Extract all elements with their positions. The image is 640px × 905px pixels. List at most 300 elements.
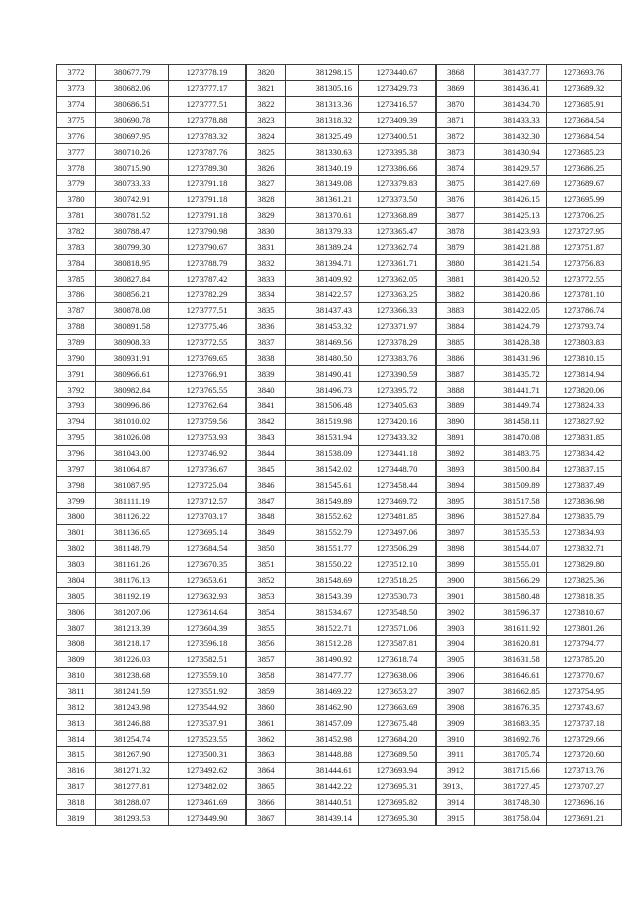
x-coordinate-cell: 380697.95 <box>96 128 169 144</box>
y-coordinate-cell: 1273834.42 <box>546 445 621 461</box>
y-coordinate-cell: 1273766.91 <box>169 366 246 382</box>
table-row <box>247 318 436 334</box>
y-coordinate-cell: 1273440.67 <box>359 65 436 81</box>
table-row <box>247 271 436 287</box>
x-coordinate-cell: 381421.88 <box>475 239 546 255</box>
point-number-cell: 3908 <box>437 699 475 715</box>
y-coordinate-cell: 1273551.92 <box>169 683 246 699</box>
table-row <box>247 493 436 509</box>
table-row <box>437 302 622 318</box>
point-number-cell: 3798 <box>57 477 96 493</box>
x-coordinate-cell: 380682.06 <box>96 80 169 96</box>
table-row <box>437 794 622 810</box>
y-coordinate-cell: 1273720.60 <box>546 746 621 762</box>
y-coordinate-cell: 1273834.93 <box>546 524 621 540</box>
table-row <box>247 715 436 731</box>
table-row <box>57 318 246 334</box>
x-coordinate-cell: 380908.33 <box>96 334 169 350</box>
y-coordinate-cell: 1273835.79 <box>546 509 621 525</box>
point-number-cell: 3905 <box>437 651 475 667</box>
y-coordinate-cell: 1273378.29 <box>359 334 436 350</box>
x-coordinate-cell: 381422.57 <box>286 287 359 303</box>
y-coordinate-cell: 1273689.32 <box>546 80 621 96</box>
table-row <box>247 683 436 699</box>
x-coordinate-cell: 381480.50 <box>286 350 359 366</box>
x-coordinate-cell: 381441.71 <box>475 382 546 398</box>
x-coordinate-cell: 381064.87 <box>96 461 169 477</box>
x-coordinate-cell: 381527.84 <box>475 509 546 525</box>
point-number-cell: 3878 <box>437 223 475 239</box>
point-number-cell: 3901 <box>437 588 475 604</box>
table-row <box>57 699 246 715</box>
point-number-cell: 3867 <box>247 810 286 826</box>
x-coordinate-cell: 381161.26 <box>96 556 169 572</box>
table-row <box>57 366 246 382</box>
point-number-cell: 3804 <box>57 572 96 588</box>
table-row <box>437 524 622 540</box>
point-number-cell: 3777 <box>57 144 96 160</box>
table-row <box>57 493 246 509</box>
x-coordinate-cell: 381490.41 <box>286 366 359 382</box>
table-row <box>57 429 246 445</box>
table-row <box>247 445 436 461</box>
point-number-cell: 3835 <box>247 302 286 318</box>
x-coordinate-cell: 381428.38 <box>475 334 546 350</box>
x-coordinate-cell: 381662.85 <box>475 683 546 699</box>
point-number-cell: 3893 <box>437 461 475 477</box>
y-coordinate-cell: 1273695.82 <box>359 794 436 810</box>
x-coordinate-cell: 381457.09 <box>286 715 359 731</box>
table-row <box>57 810 246 826</box>
table-row <box>437 477 622 493</box>
y-coordinate-cell: 1273785.20 <box>546 651 621 667</box>
y-coordinate-cell: 1273559.10 <box>169 667 246 683</box>
table-row <box>437 461 622 477</box>
table-row <box>247 794 436 810</box>
point-number-cell: 3864 <box>247 762 286 778</box>
y-coordinate-cell: 1273832.71 <box>546 540 621 556</box>
table-row <box>247 160 436 176</box>
point-number-cell: 3782 <box>57 223 96 239</box>
point-number-cell: 3902 <box>437 604 475 620</box>
table-row <box>437 493 622 509</box>
y-coordinate-cell: 1273696.16 <box>546 794 621 810</box>
table-row <box>437 731 622 747</box>
point-number-cell: 3817 <box>57 778 96 794</box>
x-coordinate-cell: 381330.63 <box>286 144 359 160</box>
y-coordinate-cell: 1273363.25 <box>359 287 436 303</box>
table-row <box>437 318 622 334</box>
y-coordinate-cell: 1273693.94 <box>359 762 436 778</box>
x-coordinate-cell: 380891.58 <box>96 318 169 334</box>
table-row <box>57 65 246 81</box>
table-row <box>247 635 436 651</box>
point-number-cell: 3812 <box>57 699 96 715</box>
point-number-cell: 3836 <box>247 318 286 334</box>
y-coordinate-cell: 1273653.61 <box>169 572 246 588</box>
x-coordinate-cell: 381646.61 <box>475 667 546 683</box>
point-number-cell: 3869 <box>437 80 475 96</box>
point-number-cell: 3819 <box>57 810 96 826</box>
point-number-cell: 3846 <box>247 477 286 493</box>
point-number-cell: 3837 <box>247 334 286 350</box>
table-row <box>57 651 246 667</box>
table-row <box>57 683 246 699</box>
y-coordinate-cell: 1273366.33 <box>359 302 436 318</box>
point-number-cell: 3833 <box>247 271 286 287</box>
x-coordinate-cell: 381436.41 <box>475 80 546 96</box>
point-number-cell: 3910 <box>437 731 475 747</box>
x-coordinate-cell: 381544.07 <box>475 540 546 556</box>
y-coordinate-cell: 1273820.06 <box>546 382 621 398</box>
table-row <box>437 445 622 461</box>
table-row <box>437 96 622 112</box>
x-coordinate-cell: 381379.33 <box>286 223 359 239</box>
point-number-cell: 3776 <box>57 128 96 144</box>
table-row <box>437 160 622 176</box>
point-number-cell: 3818 <box>57 794 96 810</box>
y-coordinate-cell: 1273506.29 <box>359 540 436 556</box>
x-coordinate-cell: 381552.62 <box>286 509 359 525</box>
point-number-cell: 3839 <box>247 366 286 382</box>
point-number-cell: 3915 <box>437 810 475 826</box>
point-number-cell: 3802 <box>57 540 96 556</box>
point-number-cell: 3784 <box>57 255 96 271</box>
y-coordinate-cell: 1273810.15 <box>546 350 621 366</box>
y-coordinate-cell: 1273772.55 <box>169 334 246 350</box>
x-coordinate-cell: 381026.08 <box>96 429 169 445</box>
point-number-cell: 3866 <box>247 794 286 810</box>
table-row <box>247 350 436 366</box>
table-row <box>437 80 622 96</box>
table-row <box>437 239 622 255</box>
point-number-cell: 3898 <box>437 540 475 556</box>
table-row <box>247 96 436 112</box>
table-row <box>247 461 436 477</box>
coordinate-block-1 <box>56 64 246 826</box>
table-row <box>247 540 436 556</box>
y-coordinate-cell: 1273725.04 <box>169 477 246 493</box>
y-coordinate-cell: 1273416.57 <box>359 96 436 112</box>
point-number-cell: 3797 <box>57 461 96 477</box>
point-number-cell: 3909 <box>437 715 475 731</box>
x-coordinate-cell: 381277.81 <box>96 778 169 794</box>
y-coordinate-cell: 1273368.89 <box>359 207 436 223</box>
x-coordinate-cell: 381552.79 <box>286 524 359 540</box>
table-row <box>437 366 622 382</box>
x-coordinate-cell: 381543.39 <box>286 588 359 604</box>
table-row <box>247 366 436 382</box>
x-coordinate-cell: 381238.68 <box>96 667 169 683</box>
point-number-cell: 3810 <box>57 667 96 683</box>
table-row <box>57 239 246 255</box>
x-coordinate-cell: 381433.33 <box>475 112 546 128</box>
table-row <box>437 762 622 778</box>
y-coordinate-cell: 1273786.74 <box>546 302 621 318</box>
table-row <box>247 778 436 794</box>
point-number-cell: 3877 <box>437 207 475 223</box>
point-number-cell: 3884 <box>437 318 475 334</box>
x-coordinate-cell: 381469.56 <box>286 334 359 350</box>
table-row <box>437 350 622 366</box>
y-coordinate-cell: 1273614.64 <box>169 604 246 620</box>
table-row <box>437 651 622 667</box>
x-coordinate-cell: 381580.48 <box>475 588 546 604</box>
y-coordinate-cell: 1273362.74 <box>359 239 436 255</box>
table-row <box>437 287 622 303</box>
x-coordinate-cell: 381389.24 <box>286 239 359 255</box>
y-coordinate-cell: 1273791.18 <box>169 191 246 207</box>
x-coordinate-cell: 381213.39 <box>96 620 169 636</box>
point-number-cell: 3822 <box>247 96 286 112</box>
x-coordinate-cell: 381535.53 <box>475 524 546 540</box>
table-row <box>57 80 246 96</box>
table-row <box>437 778 622 794</box>
table-row <box>247 302 436 318</box>
point-number-cell: 3795 <box>57 429 96 445</box>
table-row <box>247 255 436 271</box>
x-coordinate-cell: 381620.81 <box>475 635 546 651</box>
point-number-cell: 3885 <box>437 334 475 350</box>
coordinate-table-page <box>56 64 622 840</box>
y-coordinate-cell: 1273482.02 <box>169 778 246 794</box>
x-coordinate-cell: 381246.88 <box>96 715 169 731</box>
x-coordinate-cell: 381271.32 <box>96 762 169 778</box>
y-coordinate-cell: 1273790.67 <box>169 239 246 255</box>
x-coordinate-cell: 381435.72 <box>475 366 546 382</box>
table-row <box>247 477 436 493</box>
point-number-cell: 3816 <box>57 762 96 778</box>
y-coordinate-cell: 1273783.32 <box>169 128 246 144</box>
table-row <box>437 128 622 144</box>
y-coordinate-cell: 1273469.72 <box>359 493 436 509</box>
table-row <box>247 762 436 778</box>
x-coordinate-cell: 381192.19 <box>96 588 169 604</box>
x-coordinate-cell: 381243.98 <box>96 699 169 715</box>
x-coordinate-cell: 381469.22 <box>286 683 359 699</box>
y-coordinate-cell: 1273689.67 <box>546 176 621 192</box>
point-number-cell: 3862 <box>247 731 286 747</box>
y-coordinate-cell: 1273781.10 <box>546 287 621 303</box>
x-coordinate-cell: 381288.07 <box>96 794 169 810</box>
table-row <box>437 715 622 731</box>
table-row <box>57 715 246 731</box>
point-number-cell: 3882 <box>437 287 475 303</box>
y-coordinate-cell: 1273789.30 <box>169 160 246 176</box>
point-number-cell: 3851 <box>247 556 286 572</box>
x-coordinate-cell: 381361.21 <box>286 191 359 207</box>
table-row <box>57 128 246 144</box>
x-coordinate-cell: 381550.22 <box>286 556 359 572</box>
y-coordinate-cell: 1273777.51 <box>169 302 246 318</box>
point-number-cell: 3838 <box>247 350 286 366</box>
point-number-cell: 3775 <box>57 112 96 128</box>
y-coordinate-cell: 1273684.54 <box>169 540 246 556</box>
table-row <box>437 509 622 525</box>
y-coordinate-cell: 1273571.06 <box>359 620 436 636</box>
table-row <box>247 80 436 96</box>
point-number-cell: 3903 <box>437 620 475 636</box>
point-number-cell: 3886 <box>437 350 475 366</box>
x-coordinate-cell: 381452.98 <box>286 731 359 747</box>
point-number-cell: 3845 <box>247 461 286 477</box>
y-coordinate-cell: 1273497.06 <box>359 524 436 540</box>
x-coordinate-cell: 381440.51 <box>286 794 359 810</box>
point-number-cell: 3811 <box>57 683 96 699</box>
x-coordinate-cell: 381458.11 <box>475 413 546 429</box>
x-coordinate-cell: 380878.08 <box>96 302 169 318</box>
table-row <box>57 191 246 207</box>
x-coordinate-cell: 381325.49 <box>286 128 359 144</box>
point-number-cell: 3781 <box>57 207 96 223</box>
x-coordinate-cell: 381430.94 <box>475 144 546 160</box>
point-number-cell: 3779 <box>57 176 96 192</box>
y-coordinate-cell: 1273685.91 <box>546 96 621 112</box>
x-coordinate-cell: 381549.89 <box>286 493 359 509</box>
table-row <box>437 207 622 223</box>
y-coordinate-cell: 1273582.51 <box>169 651 246 667</box>
point-number-cell: 3871 <box>437 112 475 128</box>
y-coordinate-cell: 1273746.92 <box>169 445 246 461</box>
table-row <box>437 620 622 636</box>
point-number-cell: 3829 <box>247 207 286 223</box>
point-number-cell: 3896 <box>437 509 475 525</box>
point-number-cell: 3847 <box>247 493 286 509</box>
table-row <box>57 287 246 303</box>
table-row <box>57 223 246 239</box>
x-coordinate-cell: 380677.79 <box>96 65 169 81</box>
y-coordinate-cell: 1273793.74 <box>546 318 621 334</box>
y-coordinate-cell: 1273604.39 <box>169 620 246 636</box>
y-coordinate-cell: 1273693.76 <box>546 65 621 81</box>
table-row <box>247 112 436 128</box>
x-coordinate-cell: 381226.03 <box>96 651 169 667</box>
x-coordinate-cell: 380799.30 <box>96 239 169 255</box>
x-coordinate-cell: 381437.77 <box>475 65 546 81</box>
y-coordinate-cell: 1273441.18 <box>359 445 436 461</box>
point-number-cell: 3828 <box>247 191 286 207</box>
table-row <box>57 635 246 651</box>
y-coordinate-cell: 1273663.69 <box>359 699 436 715</box>
table-row <box>247 509 436 525</box>
y-coordinate-cell: 1273777.17 <box>169 80 246 96</box>
y-coordinate-cell: 1273753.93 <box>169 429 246 445</box>
point-number-cell: 3832 <box>247 255 286 271</box>
point-number-cell: 3827 <box>247 176 286 192</box>
table-row <box>437 65 622 81</box>
point-number-cell: 3874 <box>437 160 475 176</box>
table-row <box>57 588 246 604</box>
table-row <box>437 540 622 556</box>
y-coordinate-cell: 1273836.98 <box>546 493 621 509</box>
y-coordinate-cell: 1273787.76 <box>169 144 246 160</box>
y-coordinate-cell: 1273777.51 <box>169 96 246 112</box>
x-coordinate-cell: 381509.89 <box>475 477 546 493</box>
table-row <box>57 144 246 160</box>
x-coordinate-cell: 381566.29 <box>475 572 546 588</box>
x-coordinate-cell: 381496.73 <box>286 382 359 398</box>
point-number-cell: 3842 <box>247 413 286 429</box>
point-number-cell: 3913、 <box>437 778 475 794</box>
table-row <box>247 620 436 636</box>
point-number-cell: 3799 <box>57 493 96 509</box>
y-coordinate-cell: 1273706.25 <box>546 207 621 223</box>
table-row <box>247 746 436 762</box>
y-coordinate-cell: 1273449.90 <box>169 810 246 826</box>
y-coordinate-cell: 1273433.32 <box>359 429 436 445</box>
point-number-cell: 3911 <box>437 746 475 762</box>
table-row <box>57 572 246 588</box>
y-coordinate-cell: 1273684.54 <box>546 128 621 144</box>
point-number-cell: 3849 <box>247 524 286 540</box>
point-number-cell: 3793 <box>57 398 96 414</box>
point-number-cell: 3791 <box>57 366 96 382</box>
point-number-cell: 3907 <box>437 683 475 699</box>
x-coordinate-cell: 381313.36 <box>286 96 359 112</box>
point-number-cell: 3892 <box>437 445 475 461</box>
table-row <box>57 731 246 747</box>
table-row <box>57 350 246 366</box>
y-coordinate-cell: 1273736.67 <box>169 461 246 477</box>
x-coordinate-cell: 381705.74 <box>475 746 546 762</box>
x-coordinate-cell: 381425.13 <box>475 207 546 223</box>
y-coordinate-cell: 1273587.81 <box>359 635 436 651</box>
table-row <box>57 398 246 414</box>
table-row <box>57 271 246 287</box>
point-number-cell: 3850 <box>247 540 286 556</box>
x-coordinate-cell: 381431.96 <box>475 350 546 366</box>
y-coordinate-cell: 1273530.73 <box>359 588 436 604</box>
x-coordinate-cell: 381545.61 <box>286 477 359 493</box>
table-row <box>57 556 246 572</box>
x-coordinate-cell: 381111.19 <box>96 493 169 509</box>
y-coordinate-cell: 1273810.67 <box>546 604 621 620</box>
point-number-cell: 3897 <box>437 524 475 540</box>
x-coordinate-cell: 380827.84 <box>96 271 169 287</box>
x-coordinate-cell: 381420.52 <box>475 271 546 287</box>
point-number-cell: 3774 <box>57 96 96 112</box>
x-coordinate-cell: 381423.93 <box>475 223 546 239</box>
y-coordinate-cell: 1273390.59 <box>359 366 436 382</box>
table-row <box>437 144 622 160</box>
table-row <box>247 144 436 160</box>
x-coordinate-cell: 380931.91 <box>96 350 169 366</box>
y-coordinate-cell: 1273492.62 <box>169 762 246 778</box>
point-number-cell: 3861 <box>247 715 286 731</box>
point-number-cell: 3856 <box>247 635 286 651</box>
x-coordinate-cell: 381087.95 <box>96 477 169 493</box>
point-number-cell: 3853 <box>247 588 286 604</box>
x-coordinate-cell: 380788.47 <box>96 223 169 239</box>
y-coordinate-cell: 1273670.35 <box>169 556 246 572</box>
x-coordinate-cell: 380982.84 <box>96 382 169 398</box>
y-coordinate-cell: 1273791.18 <box>169 207 246 223</box>
point-number-cell: 3891 <box>437 429 475 445</box>
y-coordinate-cell: 1273770.67 <box>546 667 621 683</box>
x-coordinate-cell: 381470.08 <box>475 429 546 445</box>
x-coordinate-cell: 381534.67 <box>286 604 359 620</box>
y-coordinate-cell: 1273737.18 <box>546 715 621 731</box>
x-coordinate-cell: 381434.70 <box>475 96 546 112</box>
x-coordinate-cell: 381349.08 <box>286 176 359 192</box>
table-row <box>437 683 622 699</box>
y-coordinate-cell: 1273395.72 <box>359 382 436 398</box>
point-number-cell: 3859 <box>247 683 286 699</box>
y-coordinate-cell: 1273824.33 <box>546 398 621 414</box>
point-number-cell: 3854 <box>247 604 286 620</box>
y-coordinate-cell: 1273383.76 <box>359 350 436 366</box>
point-number-cell: 3852 <box>247 572 286 588</box>
